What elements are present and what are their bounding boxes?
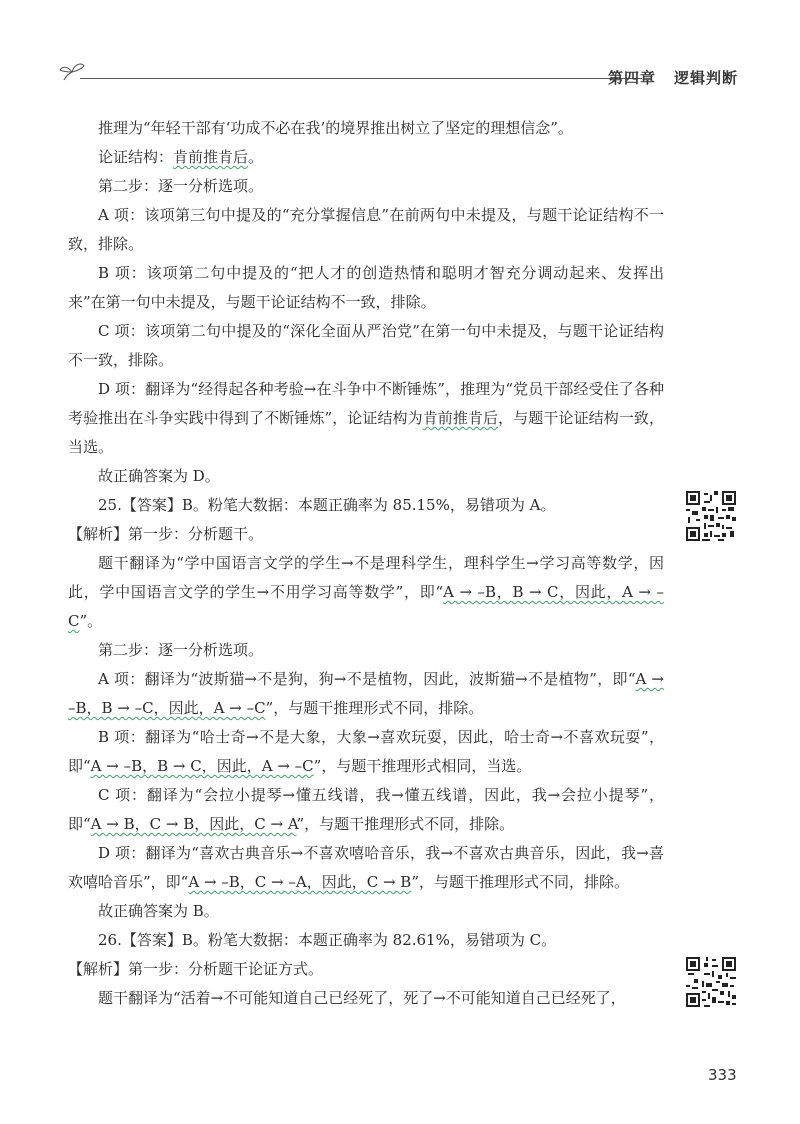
qr-code-icon[interactable]: [686, 491, 736, 541]
text: 论证结构：: [98, 148, 174, 166]
paragraph: [68, 143, 664, 172]
paragraph: 推理为“年轻干部有‘功成不必在我’的境界推出树立了坚定的理想信念”。: [98, 119, 573, 137]
highlighted-text: A → B，C → B，因此，C → A: [90, 815, 297, 833]
text: ，与题干论证结构一致，当选。: [68, 409, 664, 456]
highlighted-text: A → –B，B → C，因此，A → –C: [68, 583, 664, 630]
text: D 项：翻译为“喜欢古典音乐→不喜欢嘻哈音乐，我→不喜欢古典音乐，因此，我→喜欢嘻哈音乐”，即“: [68, 844, 664, 891]
highlighted-text: A → –B，B → –C，因此，A → –C: [68, 670, 664, 717]
paragraph: A 项：该项第三句中提及的“充分掌握信息”在前两句中未提及，与题干论证结构不一致，排除。: [68, 206, 664, 253]
paragraph: [68, 781, 664, 839]
text: ”，与题干推理形式不同，排除。: [411, 873, 629, 891]
text: B 项：翻译为“哈士奇→不是大象，大象→喜欢玩耍，因此，哈士奇→不喜欢玩耍”，即“: [68, 728, 664, 775]
paragraph: [68, 549, 664, 636]
paragraph: B 项：该项第二句中提及的“把人才的创造热情和聪明才智充分调动起来、发挥出来”在第一句中未提及，与题干论证结构不一致，排除。: [68, 264, 664, 311]
text: C 项：翻译为“会拉小提琴→懂五线谱，我→懂五线谱，因此，我→会拉小提琴”，即“: [68, 786, 664, 833]
text: ”。: [79, 612, 103, 630]
highlighted-text: A → –B，B → C，因此，A → –C: [90, 757, 314, 775]
answer-line: 26.【答案】B。粉笔大数据：本题正确率为 82.61%，易错项为 C。: [98, 931, 557, 949]
leaf-sprout-icon: [58, 58, 88, 88]
paragraph: [68, 839, 664, 897]
answer-line: 25.【答案】B。粉笔大数据：本题正确率为 85.15%，易错项为 A。: [98, 496, 556, 514]
header-rule: [80, 78, 642, 79]
qr-code-icon[interactable]: [686, 957, 736, 1007]
text: D 项：翻译为“经得起各种考验→在斗争中不断锤炼”，推理为“党员干部经受住了各种考验推出在斗争实践中得到了不断锤炼”，论证结构为: [68, 380, 664, 427]
paragraph: [68, 723, 664, 781]
analysis-line: 【解析】第一步：分析题干论证方式。: [68, 960, 324, 978]
paragraph: C 项：该项第二句中提及的“深化全面从严治党”在第一句中未提及，与题干论证结构不一致，排除。: [68, 322, 664, 369]
chapter-number: 第四章: [607, 69, 656, 87]
page-header: [58, 58, 738, 98]
page-body: [68, 114, 664, 1013]
paragraph: 故正确答案为 B。: [98, 902, 219, 920]
page-number: 333: [708, 1066, 737, 1084]
text: ”，与题干推理形式不同，排除。: [296, 815, 515, 833]
chapter-heading: [608, 67, 738, 88]
paragraph: 题干翻译为“活着→不可能知道自己已经死了，死了→不可能知道自己已经死了，: [98, 989, 626, 1007]
text: ”，与题干推理形式不同，排除。: [265, 699, 484, 717]
highlighted-text: A → –B，C → –A，因此，C → B: [188, 873, 412, 891]
paragraph: 故正确答案为 D。: [98, 467, 220, 485]
text: 题干翻译为“学中国语言文学的学生→不是理科学生，理科学生→学习高等数学，因此，学中国语言文学的学生→不用学习高等数学”，即“: [68, 554, 664, 601]
highlighted-text: 肯前推肯后: [422, 409, 499, 427]
paragraph: 第二步：逐一分析选项。: [98, 641, 264, 659]
analysis-line: 【解析】第一步：分析题干。: [68, 525, 264, 543]
text: ”，与题干推理形式相同，当选。: [313, 757, 532, 775]
paragraph: [68, 665, 664, 723]
chapter-title: 逻辑判断: [673, 69, 738, 87]
text: A 项：翻译为“波斯猫→不是狗，狗→不是植物，因此，波斯猫→不是植物”，即“: [98, 670, 636, 688]
paragraph: 第二步：逐一分析选项。: [98, 177, 264, 195]
highlighted-text: 肯前推肯后: [173, 148, 249, 166]
paragraph: [68, 375, 664, 462]
text: 。: [248, 148, 264, 166]
